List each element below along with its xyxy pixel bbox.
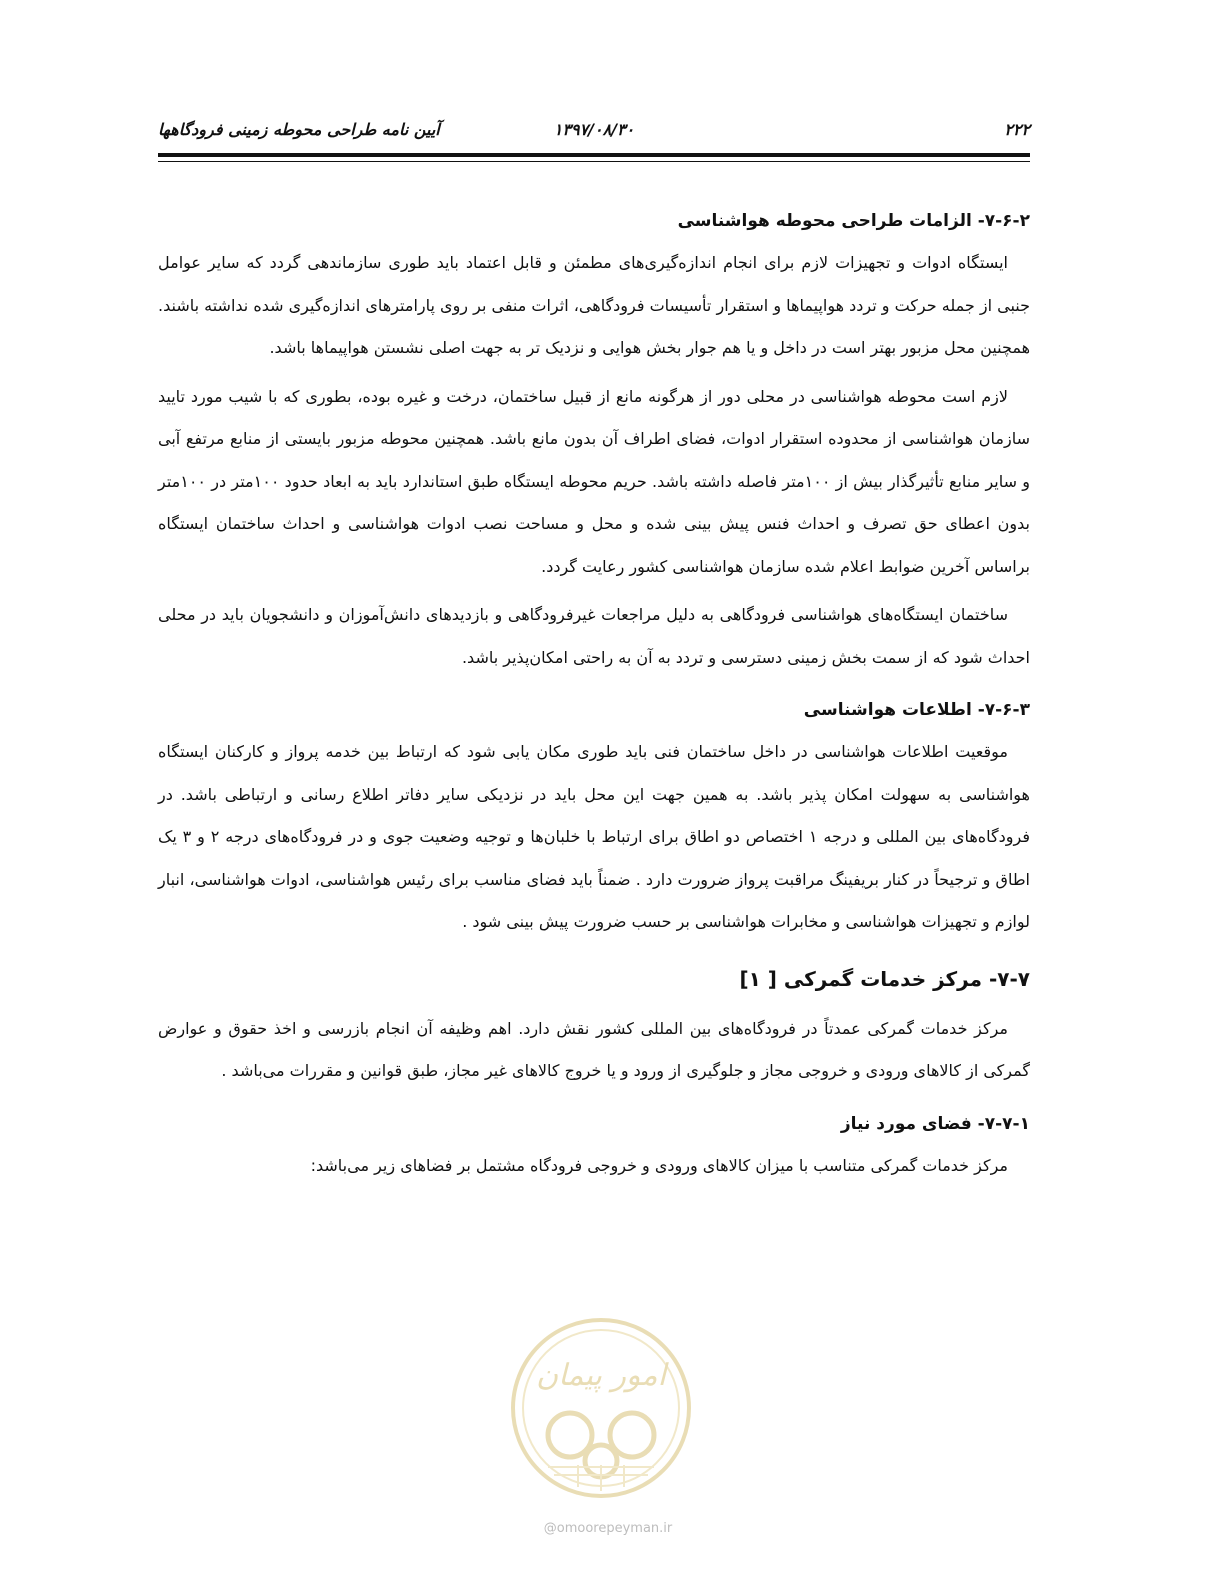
paragraph: لازم است محوطه هواشناسی در محلی دور از هرگونه مانع از قبیل ساختمان، درخت و غیره بوده، بطوری که با شیب مورد تایید سازمان هواشناسی از محدوده استقرار ادوات، فضای اطراف آن بدون مانع باشد. همچنین محوطه مزبور بایستی از منابع مرتفع آبی و سایر منابع تأثیرگذار بیش از ۱۰۰متر فاصله داشته باشد. حریم محوطه ایستگاه طبق استاندارد باید به ابعاد حدود ۱۰۰متر در ۱۰۰متر بدون اعطای حق تصرف و احداث فنس پیش بینی شده و محل و مساحت نصب ادوات هواشناسی و احداث ساختمان ایستگاه براساس آخرین ضوابط اعلام شده سازمان هواشناسی کشور رعایت گردد. bbox=[158, 386, 1030, 576]
page-number: ۲۲۲ bbox=[1004, 120, 1030, 139]
paragraph: مرکز خدمات گمرکی متناسب با میزان کالاهای ورودی و خروجی فرودگاه مشتمل بر فضاهای زیر می‌باشد: bbox=[310, 1155, 1008, 1175]
running-header bbox=[158, 120, 1030, 144]
header-rule-thin bbox=[158, 161, 1030, 162]
paragraph: ساختمان ایستگاه‌های هواشناسی فرودگاهی به دلیل مراجعات غیرفرودگاهی و بازدیدهای دانش‌آموزان و دانشجویان باید در محلی احداث شود که از سمت بخش زمینی دسترسی و تردد به آن به راحتی امکان‌پذیر باشد. bbox=[158, 605, 1030, 667]
watermark-logo bbox=[508, 1315, 694, 1501]
header-date: ۱۳۹۷/۰۸/۳۰ bbox=[553, 120, 635, 139]
section-heading-7-6-2: ۷-۶-۲- الزامات طراحی محوطه هواشناسی bbox=[677, 211, 1030, 231]
section-heading-7-6-3: ۷-۶-۳- اطلاعات هواشناسی bbox=[803, 700, 1030, 720]
paragraph: موقعیت اطلاعات هواشناسی در داخل ساختمان فنی باید طوری مکان یابی شود که ارتباط بین خدمه پرواز و کارکنان ایستگاه هواشناسی به سهولت امکان پذیر باشد. به همین جهت این محل باید در نزدیکی سایر دفاتر اطلاع رسانی و ارتباطی باشد. در فرودگاه‌های بین المللی و درجه ۱ اختصاص دو اطاق برای ارتباط با خلبان‌ها و توجیه وضعیت جوی و در فرودگاه‌های درجه ۲ و ۳ یک اطاق و ترجیحاً در کنار بریفینگ مراقبت پرواز ضرورت دارد . ضمناً باید فضای مناسب برای رئیس هواشناسی، ادوات هواشناسی، انبار لوازم و تجهیزات هواشناسی و مخابرات هواشناسی بر حسب ضرورت پیش بینی شود . bbox=[158, 742, 1031, 931]
watermark-url: @omoorepeyman.ir bbox=[543, 1521, 673, 1536]
section-heading-7-7-1: ۷-۷-۱- فضای مورد نیاز bbox=[840, 1113, 1030, 1134]
header-rule-thick bbox=[158, 153, 1030, 157]
paragraph: ایستگاه ادوات و تجهیزات لازم برای انجام اندازه‌گیری‌های مطمئن و قابل اعتماد باید طوری سازماندهی گردد که سایر عوامل جنبی از جمله حرکت و تردد هواپیماها و استقرار تأسیسات فرودگاهی، اثرات منفی بر روی پارامترهای اندازه‌گیری شده نداشته باشند. همچنین محل مزبور بهتر است در داخل و یا هم جوار بخش هوایی و نزدیک تر به جهت اصلی نشستن هواپیماها باشد. bbox=[158, 253, 1030, 357]
page-body bbox=[158, 200, 1030, 1193]
section-heading-7-7: ۷-۷- مرکز خدمات گمرکی [ ۱] bbox=[739, 966, 1030, 991]
paragraph: مرکز خدمات گمرکی عمدتاً در فرودگاه‌های بین المللی کشور نقش دارد. اهم وظیفه آن انجام بازرسی و اخذ حقوق و عوارض گمرکی از کالاهای ورودی و خروجی مجاز و جلوگیری از ورود و یا خروج کالاهای غیر مجاز، طبق قوانین و مقررات می‌باشد . bbox=[158, 1018, 1030, 1080]
document-title: آیین نامه طراحی محوطه زمینی فرودگاهها bbox=[158, 120, 440, 139]
watermark-logo-text: امور پیمان bbox=[536, 1358, 666, 1393]
